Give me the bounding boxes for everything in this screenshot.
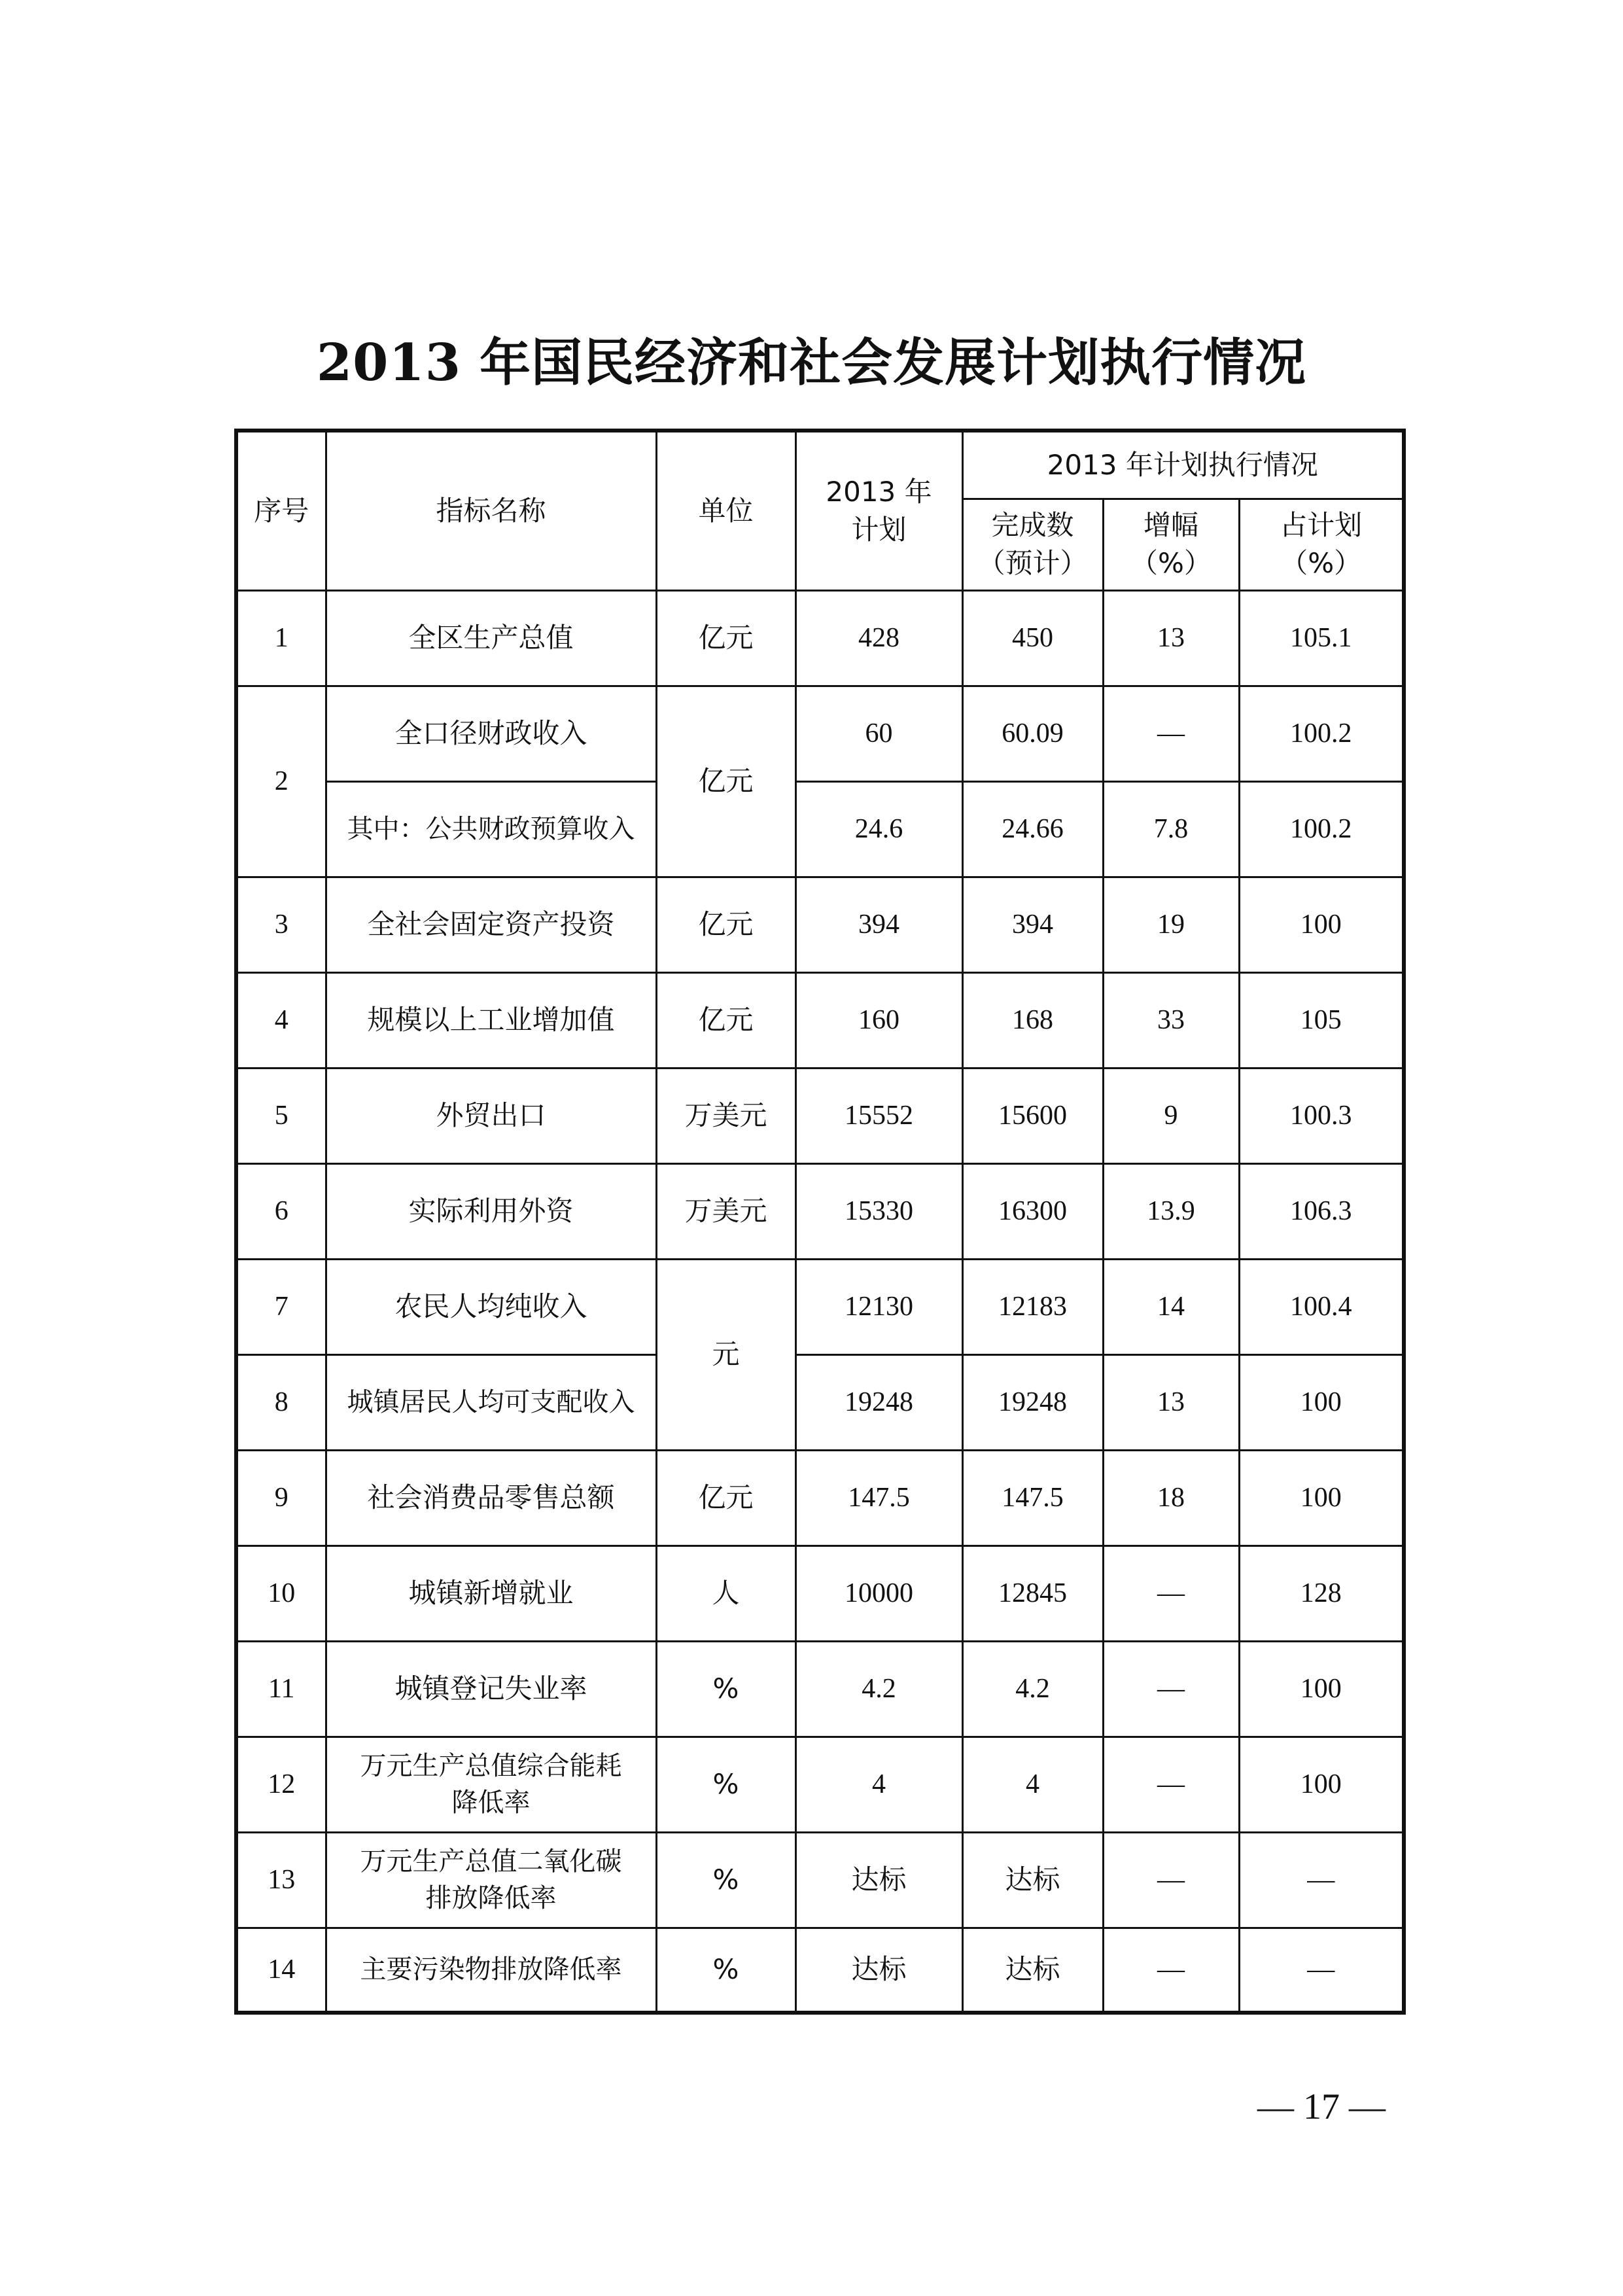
row-ratio: 105.1 <box>1239 590 1404 686</box>
row-unit: 亿元 <box>656 1450 795 1545</box>
table-row <box>236 1354 1404 1450</box>
header-growth <box>1103 499 1239 590</box>
page-number: — 17 — <box>1257 2087 1386 2127</box>
row-done: 4 <box>962 1737 1103 1832</box>
row-plan: 12130 <box>795 1259 962 1354</box>
row-growth: — <box>1103 1832 1239 1928</box>
row-ratio: 100 <box>1239 1450 1404 1545</box>
row-ratio: 100.2 <box>1239 781 1404 877</box>
row-growth: 13.9 <box>1103 1163 1239 1259</box>
row-unit: 亿元 <box>656 590 795 686</box>
row-growth: — <box>1103 1928 1239 2013</box>
row-name-line2: 降低率 <box>451 1788 531 1818</box>
row-growth: 13 <box>1103 1354 1239 1450</box>
table-row <box>236 1832 1404 1928</box>
row-done: 15600 <box>962 1068 1103 1163</box>
row-plan: 147.5 <box>795 1450 962 1545</box>
row-name: 城镇登记失业率 <box>326 1641 656 1737</box>
row-done: 450 <box>962 590 1103 686</box>
header-done-line1: 完成数 <box>991 509 1074 541</box>
row-done: 12845 <box>962 1545 1103 1641</box>
document-title: 2013 年国民经济和社会发展计划执行情况 <box>316 333 1307 393</box>
header-ratio-line1: 占计划 <box>1280 509 1363 541</box>
row-seq: 8 <box>236 1354 326 1450</box>
row-ratio: 105 <box>1239 972 1404 1068</box>
row-done: 19248 <box>962 1354 1103 1450</box>
plan-execution-table <box>234 429 1406 2015</box>
row-plan: 160 <box>795 972 962 1068</box>
table-row <box>236 1068 1404 1163</box>
header-ratio <box>1239 499 1404 590</box>
table-row <box>236 1163 1404 1259</box>
row-done: 147.5 <box>962 1450 1103 1545</box>
row-name: 全社会固定资产投资 <box>326 877 656 972</box>
header-seq: 序号 <box>236 431 326 590</box>
row-unit: 亿元 <box>656 877 795 972</box>
row-name: 社会消费品零售总额 <box>326 1450 656 1545</box>
row-plan: 达标 <box>795 1928 962 2013</box>
row-seq: 6 <box>236 1163 326 1259</box>
row-name: 规模以上工业增加值 <box>326 972 656 1068</box>
table-row <box>236 590 1404 686</box>
row-growth: 9 <box>1103 1068 1239 1163</box>
header-done <box>962 499 1103 590</box>
row-seq: 10 <box>236 1545 326 1641</box>
row-ratio: 100.2 <box>1239 686 1404 781</box>
row-growth: 7.8 <box>1103 781 1239 877</box>
row-growth: 14 <box>1103 1259 1239 1354</box>
row-plan: 4 <box>795 1737 962 1832</box>
row-seq: 7 <box>236 1259 326 1354</box>
table-row <box>236 1450 1404 1545</box>
row-seq: 3 <box>236 877 326 972</box>
header-unit: 单位 <box>656 431 795 590</box>
row-seq: 4 <box>236 972 326 1068</box>
row-ratio: 106.3 <box>1239 1163 1404 1259</box>
row-plan: 60 <box>795 686 962 781</box>
row-name: 实际利用外资 <box>326 1163 656 1259</box>
row-plan: 428 <box>795 590 962 686</box>
row-unit: 元 <box>656 1259 795 1450</box>
row-plan: 4.2 <box>795 1641 962 1737</box>
row-plan: 24.6 <box>795 781 962 877</box>
header-growth-line2: （%） <box>1130 547 1212 579</box>
row-name <box>326 1832 656 1928</box>
row-done: 394 <box>962 877 1103 972</box>
row-ratio: 100 <box>1239 877 1404 972</box>
row-name: 主要污染物排放降低率 <box>326 1928 656 2013</box>
row-unit: 亿元 <box>656 972 795 1068</box>
row-name: 城镇居民人均可支配收入 <box>326 1354 656 1450</box>
row-growth: 18 <box>1103 1450 1239 1545</box>
row-done: 达标 <box>962 1832 1103 1928</box>
row-plan: 达标 <box>795 1832 962 1928</box>
row-unit: % <box>656 1832 795 1928</box>
row-name: 外贸出口 <box>326 1068 656 1163</box>
row-seq: 13 <box>236 1832 326 1928</box>
table-row <box>236 1928 1404 2013</box>
row-unit: % <box>656 1737 795 1832</box>
row-ratio: 100.3 <box>1239 1068 1404 1163</box>
row-name <box>326 1737 656 1832</box>
row-name-line1: 万元生产总值综合能耗 <box>360 1751 622 1781</box>
row-seq: 9 <box>236 1450 326 1545</box>
row-seq: 12 <box>236 1737 326 1832</box>
row-done: 达标 <box>962 1928 1103 2013</box>
row-unit: 人 <box>656 1545 795 1641</box>
row-unit: 亿元 <box>656 686 795 877</box>
row-unit: % <box>656 1928 795 2013</box>
row-done: 4.2 <box>962 1641 1103 1737</box>
row-unit: % <box>656 1641 795 1737</box>
row-plan: 15552 <box>795 1068 962 1163</box>
row-ratio: 100 <box>1239 1641 1404 1737</box>
header-plan-line2: 计划 <box>851 513 907 546</box>
row-seq: 14 <box>236 1928 326 2013</box>
row-seq: 11 <box>236 1641 326 1737</box>
row-name: 其中：公共财政预算收入 <box>326 781 656 877</box>
row-unit: 万美元 <box>656 1068 795 1163</box>
row-plan: 394 <box>795 877 962 972</box>
row-growth: — <box>1103 1545 1239 1641</box>
row-done: 60.09 <box>962 686 1103 781</box>
row-name-line2: 排放降低率 <box>425 1883 557 1913</box>
row-unit: 万美元 <box>656 1163 795 1259</box>
header-exec-group: 2013 年计划执行情况 <box>962 431 1404 499</box>
table-row <box>236 1737 1404 1832</box>
row-ratio: 100.4 <box>1239 1259 1404 1354</box>
row-growth: — <box>1103 686 1239 781</box>
row-growth: — <box>1103 1737 1239 1832</box>
row-name: 全区生产总值 <box>326 590 656 686</box>
header-done-line2: （预计） <box>977 547 1088 579</box>
header-plan-line1: 2013 年 <box>826 475 932 508</box>
row-growth: — <box>1103 1641 1239 1737</box>
row-seq: 2 <box>236 686 326 877</box>
table-row <box>236 972 1404 1068</box>
row-seq: 1 <box>236 590 326 686</box>
row-name: 城镇新增就业 <box>326 1545 656 1641</box>
table-row <box>236 686 1404 781</box>
table-row <box>236 1545 1404 1641</box>
header-name: 指标名称 <box>326 431 656 590</box>
table-row <box>236 877 1404 972</box>
row-done: 16300 <box>962 1163 1103 1259</box>
table-row <box>236 1641 1404 1737</box>
row-plan: 10000 <box>795 1545 962 1641</box>
row-ratio: 100 <box>1239 1737 1404 1832</box>
row-growth: 13 <box>1103 590 1239 686</box>
row-done: 168 <box>962 972 1103 1068</box>
table-row <box>236 781 1404 877</box>
row-done: 12183 <box>962 1259 1103 1354</box>
row-seq: 5 <box>236 1068 326 1163</box>
row-name: 全口径财政收入 <box>326 686 656 781</box>
row-name: 农民人均纯收入 <box>326 1259 656 1354</box>
header-plan <box>795 431 962 590</box>
row-plan: 15330 <box>795 1163 962 1259</box>
row-name-line1: 万元生产总值二氧化碳 <box>360 1846 622 1877</box>
row-ratio: 100 <box>1239 1354 1404 1450</box>
header-growth-line1: 增幅 <box>1143 509 1198 541</box>
header-ratio-line2: （%） <box>1280 547 1362 579</box>
header-row-1 <box>236 431 1404 499</box>
row-plan: 19248 <box>795 1354 962 1450</box>
row-growth: 33 <box>1103 972 1239 1068</box>
row-done: 24.66 <box>962 781 1103 877</box>
row-ratio: — <box>1239 1832 1404 1928</box>
row-ratio: — <box>1239 1928 1404 2013</box>
row-growth: 19 <box>1103 877 1239 972</box>
row-ratio: 128 <box>1239 1545 1404 1641</box>
table-row <box>236 1259 1404 1354</box>
